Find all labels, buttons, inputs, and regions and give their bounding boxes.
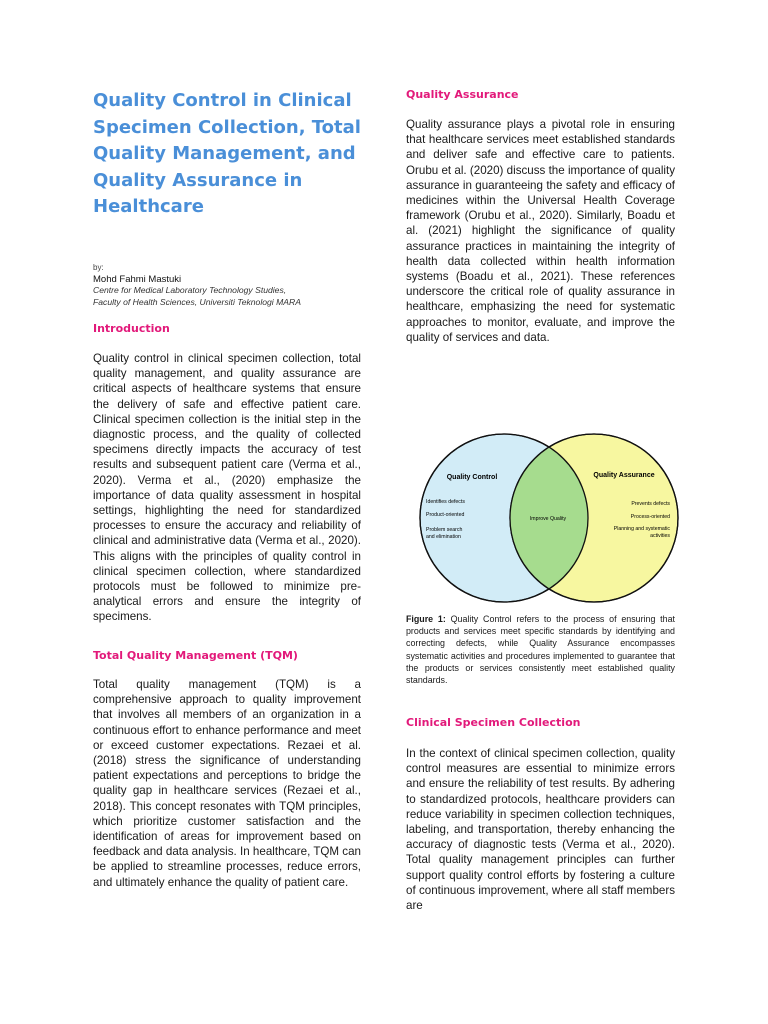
- affiliation-line-2: Faculty of Health Sciences, Universiti Teknologi MARA: [93, 296, 301, 307]
- paper-title: Quality Control in Clinical Specimen Collection, Total Quality Management, and Quality Assurance in Healthcare: [93, 90, 361, 218]
- csc-heading: Clinical Specimen Collection: [406, 716, 581, 729]
- qc-item-3b: and elimination: [426, 534, 461, 540]
- quality-control-title: Quality Control: [446, 474, 498, 481]
- qa-item-2: Process-oriented: [630, 514, 670, 520]
- author-name: Mohd Fahmi Mastuki: [93, 273, 182, 285]
- qc-item-1: Identifies defects: [426, 499, 465, 505]
- tqm-body: Total quality management (TQM) is a comprehensive approach to quality improvement that involves all members of an organization in a continuous effort to enhance performance and meet or exceed customer expectations. Rezaei et al. (2018) stress the significance of understanding patient expectations and perceptions to bridge the quality gap in healthcare services (Rezaei et al., 2018). This concept resonates with TQM principles, which prioritize customer satisfaction and the identification of areas for improvement based on feedback and data analysis. In healthcare, TQM can be applied to streamline processes, reduce errors, and ultimately enhance the quality of patient care.: [93, 678, 361, 889]
- affiliation-line-1: Centre for Medical Laboratory Technology Studies,: [93, 285, 287, 295]
- introduction-body: Quality control in clinical specimen collection, total quality management, and quality assurance are critical aspects of healthcare systems that ensure the delivery of safe and effective patient care. Clinical specimen collection is the initial step in the diagnostic process, and the quality of collected specimens directly impacts the accuracy of test results and subsequent patient care (Verma et al., 2020). Verma et al., (2020) emphasize the importance of data quality assessment in hospital settings, highlighting the need for standardized processes to ensure the accuracy and reliability of clinical and administrative data (Verma et al., 2020). This aligns with the principles of quality control in clinical specimen collection, where standardized protocols must be followed to minimize pre-analytical errors and ensure the integrity of specimens.: [93, 352, 361, 624]
- venn-diagram: [412, 432, 684, 604]
- qc-item-2: Product-oriented: [426, 512, 465, 518]
- figure-caption: [406, 613, 675, 686]
- introduction-heading: Introduction: [93, 322, 170, 335]
- qa-item-1: Prevents defects: [631, 501, 670, 507]
- tqm-heading: Total Quality Management (TQM): [93, 649, 298, 662]
- quality-assurance-title: Quality Assurance: [593, 472, 655, 479]
- byline: [93, 262, 363, 308]
- figure-caption-text: Quality Control refers to the process of ensuring that products and services meet specific standards by identifying and correcting defects, while Quality Assurance encompasses systematic activities and procedures implemented to guarantee that the products or services consistently meet established quality standards.: [406, 614, 675, 686]
- qa-item-3a: Planning and systematic: [613, 526, 670, 532]
- figure-caption-label: Figure 1:: [406, 614, 446, 624]
- csc-body: In the context of clinical specimen collection, quality control measures are essential to minimize errors and ensure the reliability of test results. By adhering to standardized protocols, healthcare providers can reduce variability in specimen collection techniques, labeling, and transportation, thereby enhancing the accuracy of diagnostic tests (Verma et al., 2020). Total quality management principles can further support quality control efforts by fostering a culture of continuous improvement, where all staff members are: [406, 747, 675, 913]
- byline-by: by:: [93, 263, 104, 272]
- qc-item-3a: Problem search: [426, 527, 463, 533]
- overlap-label: Improve Quality: [529, 516, 567, 522]
- qa-item-3b: activities: [650, 533, 670, 539]
- qa-body: Quality assurance plays a pivotal role in ensuring that healthcare services meet established standards and deliver safe and effective care to patients. Orubu et al. (2020) discuss the importance of quality assurance in guaranteeing the safety and efficacy of medicines within the Universal Health Coverage framework (Orubu et al., 2020). Similarly, Boadu et al. (2021) highlight the significance of quality assurance practices in maintaining the integrity of health data collected within health information systems (Boadu et al., 2021). These references underscore the critical role of quality assurance in healthcare, emphasizing the need for systematic approaches to monitor, evaluate, and improve the quality of services and data.: [406, 118, 675, 344]
- qa-heading: Quality Assurance: [406, 88, 519, 101]
